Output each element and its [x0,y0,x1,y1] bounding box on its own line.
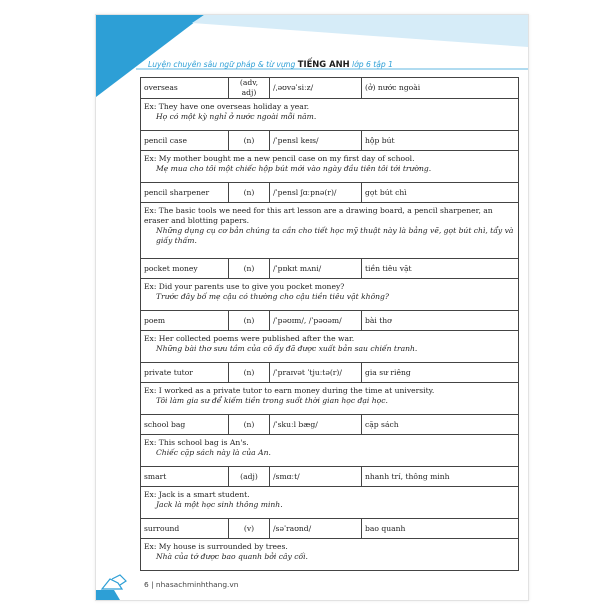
pos-cell: (n) [229,183,270,203]
word-cell: pocket money [141,259,229,279]
ipa-cell: /ˈpensl ʃɑːpnə(r)/ [270,183,362,203]
light-blue-band [192,15,528,47]
example-english: Ex: Jack is a smart student. [144,490,250,499]
footer [144,580,238,589]
meaning-cell: hộp bút [362,131,519,151]
word-cell: overseas [141,78,229,99]
book-page [95,14,529,601]
example-english: Ex: My mother bought me a new pencil case on my first day of school. [144,154,415,163]
book-icon [102,579,122,589]
footer-blue-shape [96,590,120,600]
example-row [141,279,519,311]
footer-separator: | [151,580,154,589]
meaning-cell: nhanh trí, thông minh [362,467,519,487]
example-vietnamese: Những dụng cụ cơ bản chúng ta cần cho tiết học mỹ thuật này là bảng vẽ, gọt bút chì, tẩy và giấy thấm. [156,226,514,245]
example-english: Ex: This school bag is An's. [144,438,249,447]
example-row [141,435,519,467]
example-english: Ex: The basic tools we need for this art lesson are a drawing board, a pencil sharpener, an eraser and blotting papers. [144,206,493,225]
example-english: Ex: I worked as a private tutor to earn money during the time at university. [144,386,435,395]
example-vietnamese: Jack là một học sinh thông minh. [156,500,283,509]
meaning-cell: tiền tiêu vặt [362,259,519,279]
example-vietnamese: Tôi làm gia sư để kiếm tiền trong suốt thời gian học đại học. [156,396,388,405]
example-cell [141,151,519,183]
word-row [141,311,519,331]
example-cell [141,487,519,519]
example-cell [141,99,519,131]
word-row [141,415,519,435]
ipa-cell: /ˈpɒkɪt mʌni/ [270,259,362,279]
example-english: Ex: My house is surrounded by trees. [144,542,288,551]
meaning-cell: gia sư riêng [362,363,519,383]
meaning-cell: bao quanh [362,519,519,539]
example-row [141,99,519,131]
word-row [141,519,519,539]
ipa-cell: /ˈpraɪvət ˈtjuːtə(r)/ [270,363,362,383]
word-row [141,131,519,151]
word-cell: smart [141,467,229,487]
pos-cell: (n) [229,131,270,151]
pos-cell: (n) [229,259,270,279]
example-english: Ex: Did your parents use to give you pocket money? [144,282,345,291]
example-vietnamese: Những bài thơ sưu tầm của cô ấy đã được xuất bản sau chiến tranh. [156,344,418,353]
pos-cell: (v) [229,519,270,539]
header-title-strong: TIẾNG ANH [297,59,350,69]
example-vietnamese: Mẹ mua cho tôi một chiếc hộp bút mới vào ngày đầu tiên tôi tới trường. [156,164,432,173]
page-number: 6 [144,580,149,589]
example-vietnamese: Trước đây bố mẹ cậu có thường cho cậu tiền tiêu vặt không? [156,292,389,301]
meaning-cell: cặp sách [362,415,519,435]
example-english: Ex: They have one overseas holiday a year. [144,102,310,111]
ipa-cell: /səˈraʊnd/ [270,519,362,539]
meaning-cell: (ở) nước ngoài [362,78,519,99]
word-cell: school bag [141,415,229,435]
word-row [141,467,519,487]
word-cell: pencil case [141,131,229,151]
pos-cell: (n) [229,363,270,383]
ipa-cell: /ˈpensl keɪs/ [270,131,362,151]
example-row [141,331,519,363]
pos-cell: (adj) [229,467,270,487]
example-cell [141,383,519,415]
example-row [141,383,519,415]
example-cell [141,435,519,467]
example-row [141,203,519,259]
word-cell: private tutor [141,363,229,383]
vocabulary-table [140,77,519,571]
example-row [141,539,519,571]
header-title [148,59,393,69]
word-row [141,78,519,99]
example-vietnamese: Chiếc cặp sách này là của An. [156,448,271,457]
ipa-cell: /ˈskuːl bæg/ [270,415,362,435]
ipa-cell: /ˈpəʊɪm/, /ˈpəʊəm/ [270,311,362,331]
meaning-cell: bài thơ [362,311,519,331]
pos-cell: (n) [229,415,270,435]
word-row [141,259,519,279]
pos-cell: (n) [229,311,270,331]
example-cell [141,203,519,259]
ipa-cell: /smɑːt/ [270,467,362,487]
example-english: Ex: Her collected poems were published after the war. [144,334,355,343]
footer-website: nhasachminhthang.vn [155,580,239,589]
example-vietnamese: Họ có một kỳ nghỉ ở nước ngoài mỗi năm. [156,112,317,121]
example-cell [141,331,519,363]
header-title-suffix: lớp 6 tập 1 [352,60,393,69]
word-cell: surround [141,519,229,539]
word-cell: poem [141,311,229,331]
example-cell [141,279,519,311]
pos-cell: (adv, adj) [229,78,270,99]
example-row [141,487,519,519]
header-title-prefix: Luyện chuyên sâu ngữ pháp & từ vựng [148,60,296,69]
ipa-cell: /ˌəʊvəˈsiːz/ [270,78,362,99]
word-row [141,183,519,203]
word-cell: pencil sharpener [141,183,229,203]
example-row [141,151,519,183]
meaning-cell: gọt bút chì [362,183,519,203]
example-vietnamese: Nhà của tớ được bao quanh bởi cây cối. [156,552,308,561]
example-cell [141,539,519,571]
word-row [141,363,519,383]
